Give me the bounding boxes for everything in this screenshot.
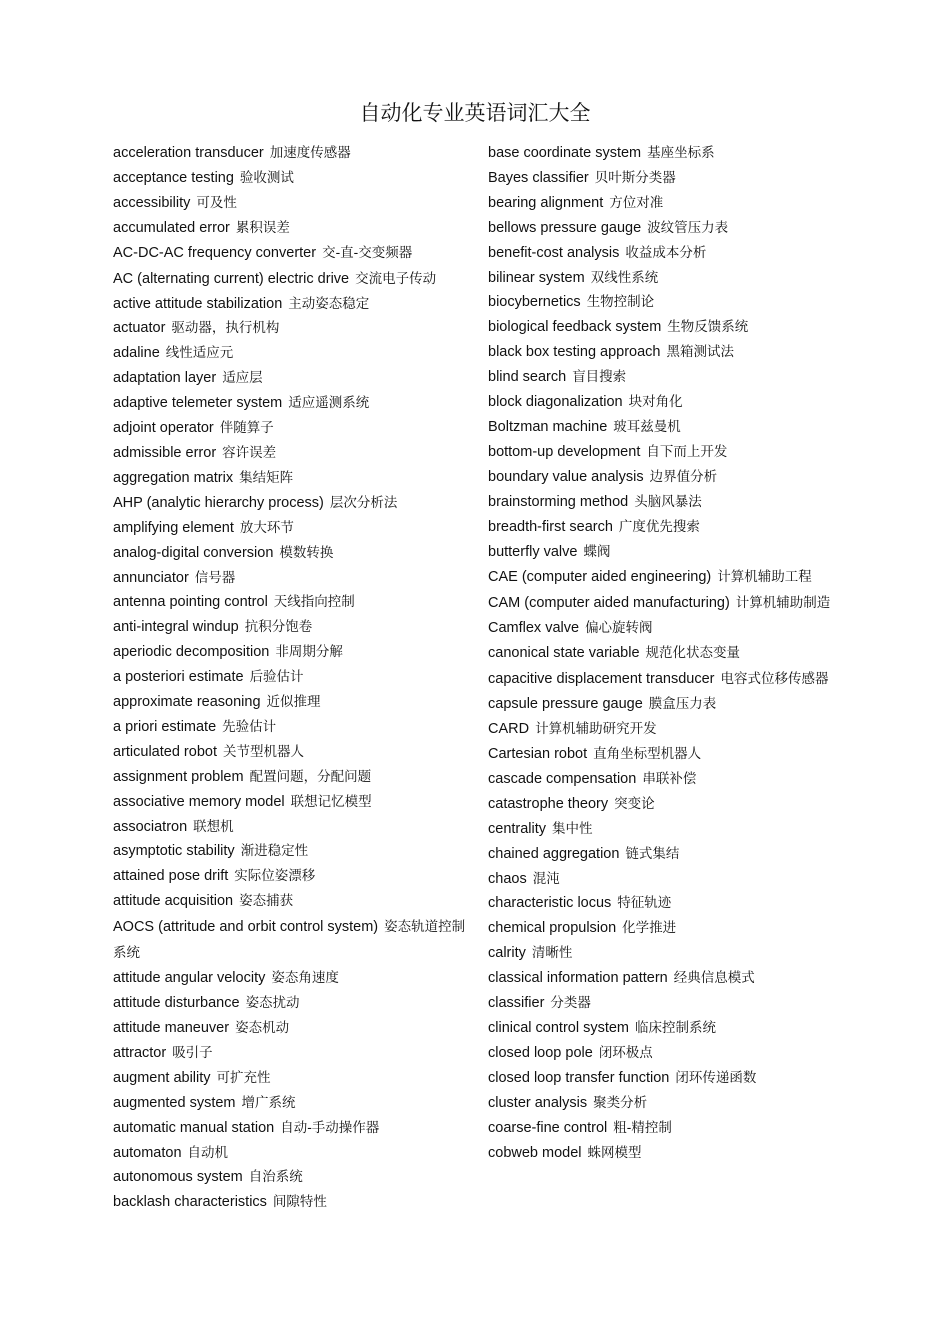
- glossary-entry: [488, 767, 848, 792]
- term-english: bearing alignment: [488, 194, 604, 211]
- term-english: acceptance testing: [113, 169, 234, 186]
- term-chinese: 自下而上开发: [646, 443, 728, 460]
- glossary-entry: [113, 715, 473, 740]
- glossary-entry: [113, 640, 473, 665]
- glossary-entry: [488, 415, 848, 440]
- term-english: automaton: [113, 1144, 182, 1161]
- glossary-entry: [488, 1141, 848, 1166]
- term-chinese: 电容式位移传感器: [720, 671, 829, 688]
- term-chinese: 后验估计: [249, 669, 304, 686]
- glossary-entry: [488, 241, 848, 266]
- glossary-entry: [488, 1116, 848, 1141]
- glossary-entry: [488, 817, 848, 842]
- term-chinese: 实际位姿漂移: [234, 868, 316, 885]
- term-chinese: 姿态机动: [235, 1020, 290, 1036]
- glossary-entry: [488, 1091, 848, 1116]
- glossary-entry: [113, 216, 473, 241]
- glossary-entry: [113, 1116, 473, 1141]
- glossary-entry: [113, 839, 473, 864]
- term-chinese: 驱动器，执行机构: [171, 320, 280, 337]
- term-english: boundary value analysis: [488, 468, 644, 485]
- term-english: attitude maneuver: [113, 1020, 230, 1036]
- glossary-entry: [488, 141, 848, 166]
- term-chinese: 粗-精控制: [613, 1119, 672, 1136]
- term-chinese: 信号器: [194, 569, 236, 586]
- term-english: amplifying element: [113, 519, 234, 536]
- term-english: base coordinate system: [488, 145, 642, 161]
- term-chinese: 双线性系统: [590, 269, 659, 286]
- term-chinese: 串联补偿: [642, 770, 697, 787]
- term-chinese: 蛛网模型: [587, 1144, 642, 1161]
- glossary-entry: [113, 516, 473, 541]
- term-chinese: 天线指向控制: [273, 594, 355, 611]
- glossary-entry: [488, 490, 848, 515]
- term-english: CAE (computer aided engineering): [488, 569, 712, 586]
- term-english: Cartesian robot: [488, 746, 588, 763]
- term-chinese: 联想记忆模型: [290, 793, 372, 810]
- glossary-entry: [113, 1016, 473, 1041]
- glossary-entry: [488, 365, 848, 390]
- term-english: cascade compensation: [488, 770, 637, 787]
- term-english: bottom-up development: [488, 443, 641, 460]
- term-english: aggregation matrix: [113, 469, 234, 486]
- glossary-entry: [113, 266, 473, 292]
- glossary-entry: [488, 616, 848, 641]
- term-chinese: 特征轨迹: [617, 895, 672, 912]
- glossary-entry: [113, 740, 473, 765]
- term-chinese: 交流电子传动: [355, 270, 437, 287]
- glossary-entry: [113, 191, 473, 216]
- term-english: adaptive telemeter system: [113, 395, 283, 412]
- term-chinese: 波纹管压力表: [647, 219, 729, 236]
- term-english: chained aggregation: [488, 845, 620, 862]
- glossary-entry: [488, 590, 848, 616]
- term-english: chemical propulsion: [488, 920, 617, 937]
- glossary-entry: [488, 390, 848, 415]
- term-english: accessibility: [113, 194, 191, 211]
- term-english: annunciator: [113, 569, 189, 586]
- term-chinese: 玻耳兹曼机: [613, 418, 681, 435]
- glossary-entry: [488, 166, 848, 191]
- term-chinese: 清晰性: [531, 945, 573, 962]
- glossary-entry: [113, 765, 473, 790]
- term-chinese: 蝶阀: [583, 543, 611, 560]
- term-chinese: 自动机: [187, 1144, 229, 1161]
- term-chinese: 计算机辅助制造: [735, 595, 831, 612]
- glossary-entry: [113, 566, 473, 591]
- term-english: antenna pointing control: [113, 594, 268, 611]
- glossary-entry: [113, 790, 473, 815]
- glossary-entry: [113, 316, 473, 341]
- term-chinese: 经典信息模式: [673, 970, 755, 987]
- glossary-entry: [488, 315, 848, 340]
- term-chinese: 容许误差: [222, 444, 277, 461]
- term-chinese: 混沌: [532, 870, 560, 887]
- term-english: autonomous system: [113, 1169, 243, 1186]
- term-english: Bayes classifier: [488, 169, 589, 186]
- glossary-entry: [113, 914, 473, 966]
- term-english: capacitive displacement transducer: [488, 671, 715, 688]
- term-english: butterfly valve: [488, 543, 578, 560]
- glossary-entry: [113, 615, 473, 640]
- glossary-entry: [113, 1141, 473, 1166]
- term-english: AOCS (attritude and orbit control system): [113, 919, 379, 936]
- term-chinese: 间隙特性: [272, 1194, 327, 1211]
- glossary-entry: [113, 391, 473, 416]
- term-english: bilinear system: [488, 269, 585, 286]
- term-chinese: 收益成本分析: [625, 244, 707, 261]
- term-english: articulated robot: [113, 743, 217, 760]
- glossary-entry: [488, 941, 848, 966]
- term-chinese: 姿态捕获: [239, 893, 294, 910]
- term-english: black box testing approach: [488, 344, 661, 361]
- term-english: attitude disturbance: [113, 995, 240, 1012]
- term-english: classifier: [488, 995, 545, 1012]
- term-chinese: 规范化状态变量: [645, 645, 741, 662]
- glossary-entry: [113, 690, 473, 715]
- term-english: closed loop transfer function: [488, 1069, 670, 1086]
- term-chinese: 适应遥测系统: [288, 395, 370, 412]
- glossary-entry: [113, 590, 473, 615]
- glossary-entry: [113, 1165, 473, 1190]
- term-english: centrality: [488, 820, 547, 837]
- glossary-entry: [113, 665, 473, 690]
- term-english: catastrophe theory: [488, 795, 609, 812]
- glossary-entry: [488, 1041, 848, 1066]
- glossary-entry: [488, 666, 848, 692]
- term-english: augment ability: [113, 1069, 211, 1086]
- term-english: capsule pressure gauge: [488, 696, 643, 713]
- glossary-entry: [488, 540, 848, 565]
- glossary-entry: [113, 166, 473, 191]
- glossary-entry: [488, 340, 848, 365]
- term-english: CAM (computer aided manufacturing): [488, 595, 730, 612]
- term-english: associative memory model: [113, 793, 285, 810]
- term-english: adaptation layer: [113, 370, 217, 387]
- term-english: AHP (analytic hierarchy process): [113, 494, 324, 511]
- term-english: classical information pattern: [488, 970, 668, 987]
- term-chinese: 直角坐标型机器人: [593, 746, 702, 763]
- glossary-entry: [488, 216, 848, 241]
- glossary-entry: [488, 792, 848, 817]
- term-english: cobweb model: [488, 1144, 582, 1161]
- term-chinese: 自动-手动操作器: [280, 1119, 380, 1136]
- term-english: augmented system: [113, 1094, 236, 1111]
- glossary-entry: [488, 515, 848, 540]
- term-chinese: 非周期分解: [275, 644, 343, 661]
- term-english: backlash characteristics: [113, 1194, 267, 1211]
- term-english: Boltzman machine: [488, 418, 608, 435]
- term-english: Camflex valve: [488, 620, 580, 637]
- term-english: blind search: [488, 369, 567, 386]
- term-english: cluster analysis: [488, 1094, 588, 1111]
- term-chinese: 姿态角速度: [271, 970, 339, 987]
- term-chinese: 链式集结: [625, 845, 680, 862]
- term-english: breadth-first search: [488, 518, 613, 535]
- glossary-entry: [113, 815, 473, 840]
- term-english: a priori estimate: [113, 718, 217, 735]
- term-english: brainstorming method: [488, 493, 629, 510]
- page-title: 自动化专业英语词汇大全: [359, 101, 591, 125]
- term-chinese: 边界值分析: [649, 468, 718, 485]
- glossary-entry: [113, 292, 473, 317]
- term-english: actuator: [113, 320, 166, 337]
- glossary-entry: [113, 441, 473, 466]
- glossary-entry: [113, 466, 473, 491]
- term-chinese: 贝叶斯分类器: [594, 169, 676, 186]
- glossary-entry: [488, 742, 848, 767]
- term-english: assignment problem: [113, 768, 244, 785]
- term-english: clinical control system: [488, 1020, 630, 1036]
- term-chinese: 增广系统: [241, 1094, 296, 1111]
- glossary-entry: [113, 864, 473, 889]
- glossary-entry: [488, 1016, 848, 1041]
- term-chinese: 临床控制系统: [635, 1020, 717, 1036]
- term-chinese: 姿态轨道控制系统: [113, 919, 466, 962]
- term-english: anti-integral windup: [113, 619, 239, 636]
- term-english: asymptotic stability: [113, 843, 235, 860]
- term-chinese: 膜盒压力表: [648, 696, 717, 713]
- glossary-entry: [488, 191, 848, 216]
- glossary-entry: [488, 266, 848, 291]
- glossary-entry: [113, 1066, 473, 1091]
- glossary-entry: [488, 916, 848, 941]
- term-english: a posteriori estimate: [113, 669, 244, 686]
- term-chinese: 黑箱测试法: [666, 344, 734, 361]
- term-chinese: 姿态扰动: [245, 995, 300, 1012]
- glossary-entry: [113, 241, 473, 266]
- term-chinese: 盲目搜索: [572, 369, 627, 386]
- glossary-entry: [113, 1091, 473, 1116]
- glossary-entry: [113, 141, 473, 166]
- term-english: admissible error: [113, 444, 217, 461]
- term-chinese: 分类器: [550, 995, 591, 1012]
- term-english: analog-digital conversion: [113, 544, 274, 561]
- term-chinese: 适应层: [222, 370, 263, 387]
- term-chinese: 偏心旋转阀: [585, 620, 653, 637]
- glossary-entry: [488, 1066, 848, 1091]
- glossary-column-right: [488, 141, 848, 1165]
- term-english: biocybernetics: [488, 294, 581, 311]
- glossary-entry: [113, 889, 473, 914]
- term-english: attitude acquisition: [113, 893, 234, 910]
- glossary-entry: [488, 966, 848, 991]
- term-chinese: 关节型机器人: [222, 743, 304, 760]
- term-chinese: 抗积分饱卷: [244, 619, 313, 636]
- term-english: associatron: [113, 818, 188, 835]
- term-chinese: 头脑风暴法: [634, 493, 702, 510]
- term-chinese: 近似推理: [266, 694, 321, 711]
- term-chinese: 验收测试: [239, 169, 294, 186]
- term-chinese: 基座坐标系: [647, 145, 715, 161]
- glossary-entry: [113, 366, 473, 391]
- glossary-entry: [113, 341, 473, 366]
- term-chinese: 加速度传感器: [269, 145, 351, 161]
- glossary-entry: [113, 416, 473, 441]
- glossary-entry: [488, 440, 848, 465]
- term-chinese: 化学推进: [622, 920, 677, 937]
- term-english: characteristic locus: [488, 895, 612, 912]
- term-english: closed loop pole: [488, 1044, 593, 1061]
- term-chinese: 聚类分析: [593, 1094, 648, 1111]
- term-chinese: 计算机辅助工程: [717, 569, 812, 586]
- term-english: AC-DC-AC frequency converter: [113, 244, 317, 261]
- glossary-entry: [113, 1041, 473, 1066]
- term-chinese: 层次分析法: [329, 494, 398, 511]
- glossary-entry: [488, 692, 848, 717]
- term-english: acceleration transducer: [113, 145, 264, 161]
- glossary-entry: [488, 991, 848, 1016]
- glossary-entry: [488, 842, 848, 867]
- term-chinese: 可及性: [196, 194, 237, 211]
- glossary-column-left: [113, 141, 473, 1215]
- term-chinese: 广度优先搜索: [618, 518, 700, 535]
- term-chinese: 渐进稳定性: [240, 843, 309, 860]
- term-chinese: 闭环极点: [598, 1044, 653, 1061]
- term-chinese: 方位对准: [609, 194, 664, 211]
- term-chinese: 计算机辅助研究开发: [535, 721, 657, 738]
- glossary-entry: [113, 1190, 473, 1215]
- term-chinese: 突变论: [614, 795, 655, 812]
- glossary-entry: [488, 717, 848, 742]
- glossary-entry: [488, 867, 848, 892]
- term-chinese: 自治系统: [248, 1169, 303, 1186]
- term-chinese: 生物控制论: [586, 294, 655, 311]
- term-english: coarse-fine control: [488, 1119, 608, 1136]
- glossary-entry: [488, 564, 848, 590]
- glossary-entry: [113, 991, 473, 1016]
- term-english: AC (alternating current) electric drive: [113, 270, 350, 287]
- term-english: biological feedback system: [488, 319, 662, 336]
- term-english: active attitude stabilization: [113, 295, 283, 312]
- term-chinese: 主动姿态稳定: [288, 295, 370, 312]
- term-english: chaos: [488, 870, 527, 887]
- term-chinese: 线性适应元: [165, 345, 234, 362]
- term-english: canonical state variable: [488, 645, 640, 662]
- term-chinese: 配置问题，分配问题: [249, 768, 372, 785]
- term-english: adjoint operator: [113, 420, 214, 437]
- term-chinese: 累积误差: [235, 219, 290, 236]
- term-english: aperiodic decomposition: [113, 644, 270, 661]
- glossary-entry: [488, 465, 848, 490]
- term-english: attained pose drift: [113, 868, 229, 885]
- term-english: attractor: [113, 1044, 167, 1061]
- term-chinese: 块对角化: [628, 394, 683, 411]
- term-chinese: 生物反馈系统: [667, 319, 749, 336]
- term-chinese: 联想机: [193, 818, 234, 835]
- term-english: block diagonalization: [488, 394, 623, 411]
- term-chinese: 吸引子: [172, 1044, 213, 1061]
- term-chinese: 模数转换: [279, 544, 334, 561]
- term-english: automatic manual station: [113, 1119, 275, 1136]
- term-english: attitude angular velocity: [113, 970, 266, 987]
- term-english: calrity: [488, 945, 526, 962]
- glossary-entry: [113, 966, 473, 991]
- term-chinese: 交-直-交变频器: [322, 244, 413, 261]
- term-chinese: 集中性: [552, 820, 593, 837]
- term-chinese: 放大环节: [239, 519, 294, 536]
- term-english: benefit-cost analysis: [488, 244, 620, 261]
- term-english: accumulated error: [113, 219, 230, 236]
- term-chinese: 闭环传递函数: [675, 1069, 757, 1086]
- glossary-entry: [113, 541, 473, 566]
- term-chinese: 可扩充性: [216, 1069, 271, 1086]
- term-chinese: 集结矩阵: [239, 469, 294, 486]
- glossary-entry: [488, 641, 848, 666]
- term-chinese: 伴随算子: [219, 420, 274, 437]
- term-english: bellows pressure gauge: [488, 219, 642, 236]
- glossary-entry: [488, 891, 848, 916]
- term-english: approximate reasoning: [113, 694, 261, 711]
- term-english: adaline: [113, 345, 160, 362]
- glossary-entry: [488, 290, 848, 315]
- glossary-entry: [113, 491, 473, 516]
- term-chinese: 先验估计: [222, 718, 277, 735]
- term-english: CARD: [488, 721, 530, 738]
